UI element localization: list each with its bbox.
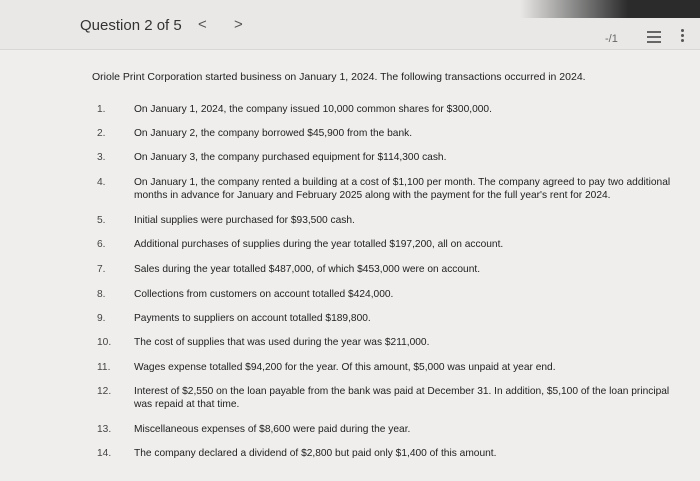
top-edge-shadow bbox=[520, 0, 700, 18]
transaction-number: 6. bbox=[97, 239, 106, 250]
next-question-button[interactable]: > bbox=[234, 16, 243, 33]
transaction-text: On January 2, the company borrowed $45,900 from the bank. bbox=[134, 128, 413, 139]
transaction-text: Miscellaneous expenses of $8,600 were paid during the year. bbox=[134, 424, 411, 435]
transaction-text: Sales during the year totalled $487,000, of which $453,000 were on account. bbox=[134, 264, 481, 275]
previous-question-button[interactable]: < bbox=[198, 16, 207, 33]
transaction-number: 13. bbox=[97, 424, 112, 435]
transaction-text: The cost of supplies that was used during the year was $211,000. bbox=[134, 337, 430, 348]
transaction-number: 2. bbox=[97, 128, 106, 139]
transaction-text: On January 1, 2024, the company issued 10,000 common shares for $300,000. bbox=[134, 104, 492, 115]
transaction-number: 8. bbox=[97, 289, 106, 300]
question-content bbox=[0, 50, 700, 481]
transaction-text: Interest of $2,550 on the loan payable from the bank was paid at December 31. In addition, $5,100 of the loan principal was repaid at that time. bbox=[134, 386, 670, 410]
score-indicator: -/1 bbox=[605, 33, 618, 45]
transaction-number: 4. bbox=[97, 177, 106, 188]
transaction-number: 5. bbox=[97, 215, 106, 226]
transaction-number: 12. bbox=[97, 386, 112, 397]
more-options-icon[interactable] bbox=[681, 29, 685, 43]
transaction-text: Additional purchases of supplies during the year totalled $197,200, all on account. bbox=[134, 239, 504, 250]
transaction-number: 10. bbox=[97, 337, 112, 348]
transaction-number: 9. bbox=[97, 313, 106, 324]
transaction-text: Wages expense totalled $94,200 for the year. Of this amount, $5,000 was unpaid at year end. bbox=[134, 362, 556, 373]
transaction-text: Initial supplies were purchased for $93,500 cash. bbox=[134, 215, 355, 226]
question-list-icon[interactable] bbox=[647, 31, 661, 43]
transaction-text: Payments to suppliers on account totalled $189,800. bbox=[134, 313, 371, 324]
question-header bbox=[0, 0, 700, 50]
transaction-text: On January 3, the company purchased equipment for $114,300 cash. bbox=[134, 152, 447, 163]
transaction-text: On January 1, the company rented a building at a cost of $1,100 per month. The company agreed to pay two additional months in advance for January and February 2025 along with the payment for the full year's rent for 2024. bbox=[134, 177, 671, 201]
transaction-number: 3. bbox=[97, 152, 106, 163]
transaction-number: 11. bbox=[97, 362, 111, 373]
transaction-number: 1. bbox=[97, 104, 106, 115]
transaction-text: Collections from customers on account totalled $424,000. bbox=[134, 289, 394, 300]
question-title: Question 2 of 5 bbox=[80, 17, 182, 34]
transaction-number: 14. bbox=[97, 448, 112, 459]
transaction-text: The company declared a dividend of $2,800 but paid only $1,400 of this amount. bbox=[134, 448, 497, 459]
transaction-number: 7. bbox=[97, 264, 106, 275]
question-intro: Oriole Print Corporation started business on January 1, 2024. The following transactions occurred in 2024. bbox=[92, 71, 586, 83]
